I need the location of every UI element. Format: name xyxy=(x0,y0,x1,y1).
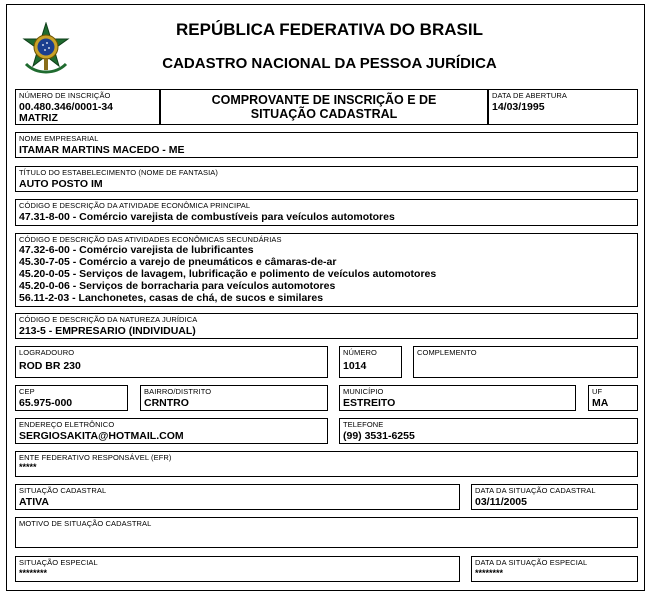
atividades-secundarias-label: CÓDIGO E DESCRIÇÃO DAS ATIVIDADES ECONÔMICAS SECUNDÁRIAS xyxy=(19,235,282,244)
uf-box xyxy=(588,385,638,411)
fantasia-value: AUTO POSTO IM xyxy=(19,178,103,190)
data-situacao-especial-value: ******** xyxy=(475,568,504,578)
email-label: ENDEREÇO ELETRÔNICO xyxy=(19,420,115,429)
cep-label: CEP xyxy=(19,387,35,396)
header-title: REPÚBLICA FEDERATIVA DO BRASIL xyxy=(176,20,483,39)
telefone-label: TELEFONE xyxy=(343,420,384,429)
logradouro-label: LOGRADOURO xyxy=(19,348,75,357)
comprovante-line2: SITUAÇÃO CADASTRAL xyxy=(250,107,398,121)
situacao-especial-value: ******** xyxy=(19,568,48,578)
fantasia-label: TÍTULO DO ESTABELECIMENTO (NOME DE FANTASIA) xyxy=(19,168,219,177)
numero-label: NÚMERO xyxy=(343,348,377,357)
comprovante-box xyxy=(160,89,488,125)
efr-box xyxy=(15,451,638,477)
municipio-box xyxy=(339,385,576,411)
atividade-secundaria-item: 56.11-2-03 - Lanchonetes, casas de chá, de sucos e similares xyxy=(19,292,324,304)
data-situacao-label: DATA DA SITUAÇÃO CADASTRAL xyxy=(475,486,596,495)
nome-empresarial-label: NOME EMPRESARIAL xyxy=(19,134,99,143)
situacao-especial-label: SITUAÇÃO ESPECIAL xyxy=(19,558,98,567)
bairro-label: BAIRRO/DISTRITO xyxy=(144,387,212,396)
data-situacao-especial-box xyxy=(471,556,638,582)
atividade-secundaria-item: 45.30-7-05 - Comércio a varejo de pneumáticos e câmaras-de-ar xyxy=(19,256,337,268)
abertura-value: 14/03/1995 xyxy=(492,101,545,113)
numero-box xyxy=(339,346,402,378)
uf-label: UF xyxy=(592,387,603,396)
atividade-secundaria-item: 47.32-6-00 - Comércio varejista de lubrificantes xyxy=(19,244,254,256)
header-subtitle: CADASTRO NACIONAL DA PESSOA JURÍDICA xyxy=(162,55,497,72)
complemento-label: COMPLEMENTO xyxy=(417,348,477,357)
motivo-label: MOTIVO DE SITUAÇÃO CADASTRAL xyxy=(19,519,152,528)
data-situacao-value: 03/11/2005 xyxy=(475,496,527,508)
abertura-label: DATA DE ABERTURA xyxy=(492,91,567,100)
logradouro-box xyxy=(15,346,328,378)
numero-value: 1014 xyxy=(343,360,367,372)
atividade-principal-value: 47.31-8-00 - Comércio varejista de combustíveis para veículos automotores xyxy=(19,211,395,223)
atividade-principal-label: CÓDIGO E DESCRIÇÃO DA ATIVIDADE ECONÔMICA PRINCIPAL xyxy=(19,201,251,210)
abertura-box xyxy=(488,89,638,125)
data-situacao-especial-label: DATA DA SITUAÇÃO ESPECIAL xyxy=(475,558,588,567)
municipio-value: ESTREITO xyxy=(343,397,396,409)
motivo-box xyxy=(15,517,638,548)
comprovante-line1: COMPROVANTE DE INSCRIÇÃO E DE xyxy=(211,93,437,107)
atividades-secundarias-box xyxy=(15,233,638,307)
fantasia-box xyxy=(15,166,638,192)
situacao-especial-box xyxy=(15,556,460,582)
logradouro-value: ROD BR 230 xyxy=(19,360,81,372)
atividade-secundaria-item: 45.20-0-06 - Serviços de borracharia para veículos automotores xyxy=(19,280,336,292)
natureza-box xyxy=(15,313,638,339)
email-value: SERGIOSAKITA@HOTMAIL.COM xyxy=(19,430,184,442)
complemento-box xyxy=(413,346,638,378)
atividade-secundaria-item: 45.20-0-05 - Serviços de lavagem, lubrificação e polimento de veículos automotores xyxy=(19,268,437,280)
uf-value: MA xyxy=(592,397,609,409)
email-box xyxy=(15,418,328,444)
telefone-value: (99) 3531-6255 xyxy=(343,430,415,442)
situacao-box xyxy=(15,484,460,510)
efr-value: ***** xyxy=(19,462,37,472)
bairro-box xyxy=(140,385,328,411)
situacao-label: SITUAÇÃO CADASTRAL xyxy=(19,486,107,495)
telefone-box xyxy=(339,418,638,444)
efr-label: ENTE FEDERATIVO RESPONSÁVEL (EFR) xyxy=(19,453,172,462)
bairro-value: CRNTRO xyxy=(144,397,189,409)
nome-empresarial-box xyxy=(15,132,638,158)
inscricao-label: NÚMERO DE INSCRIÇÃO xyxy=(19,91,111,100)
cep-value: 65.975-000 xyxy=(19,397,73,409)
inscricao-value: 00.480.346/0001-34 xyxy=(19,101,114,113)
municipio-label: MUNICÍPIO xyxy=(343,387,384,396)
natureza-value: 213-5 - EMPRESARIO (INDIVIDUAL) xyxy=(19,325,196,337)
inscricao-box xyxy=(15,89,160,125)
situacao-value: ATIVA xyxy=(19,496,49,508)
inscricao-type: MATRIZ xyxy=(19,112,58,124)
nome-empresarial-value: ITAMAR MARTINS MACEDO - ME xyxy=(19,144,185,156)
data-situacao-box xyxy=(471,484,638,510)
natureza-label: CÓDIGO E DESCRIÇÃO DA NATUREZA JURÍDICA xyxy=(19,315,198,324)
atividade-principal-box xyxy=(15,199,638,226)
cep-box xyxy=(15,385,128,411)
